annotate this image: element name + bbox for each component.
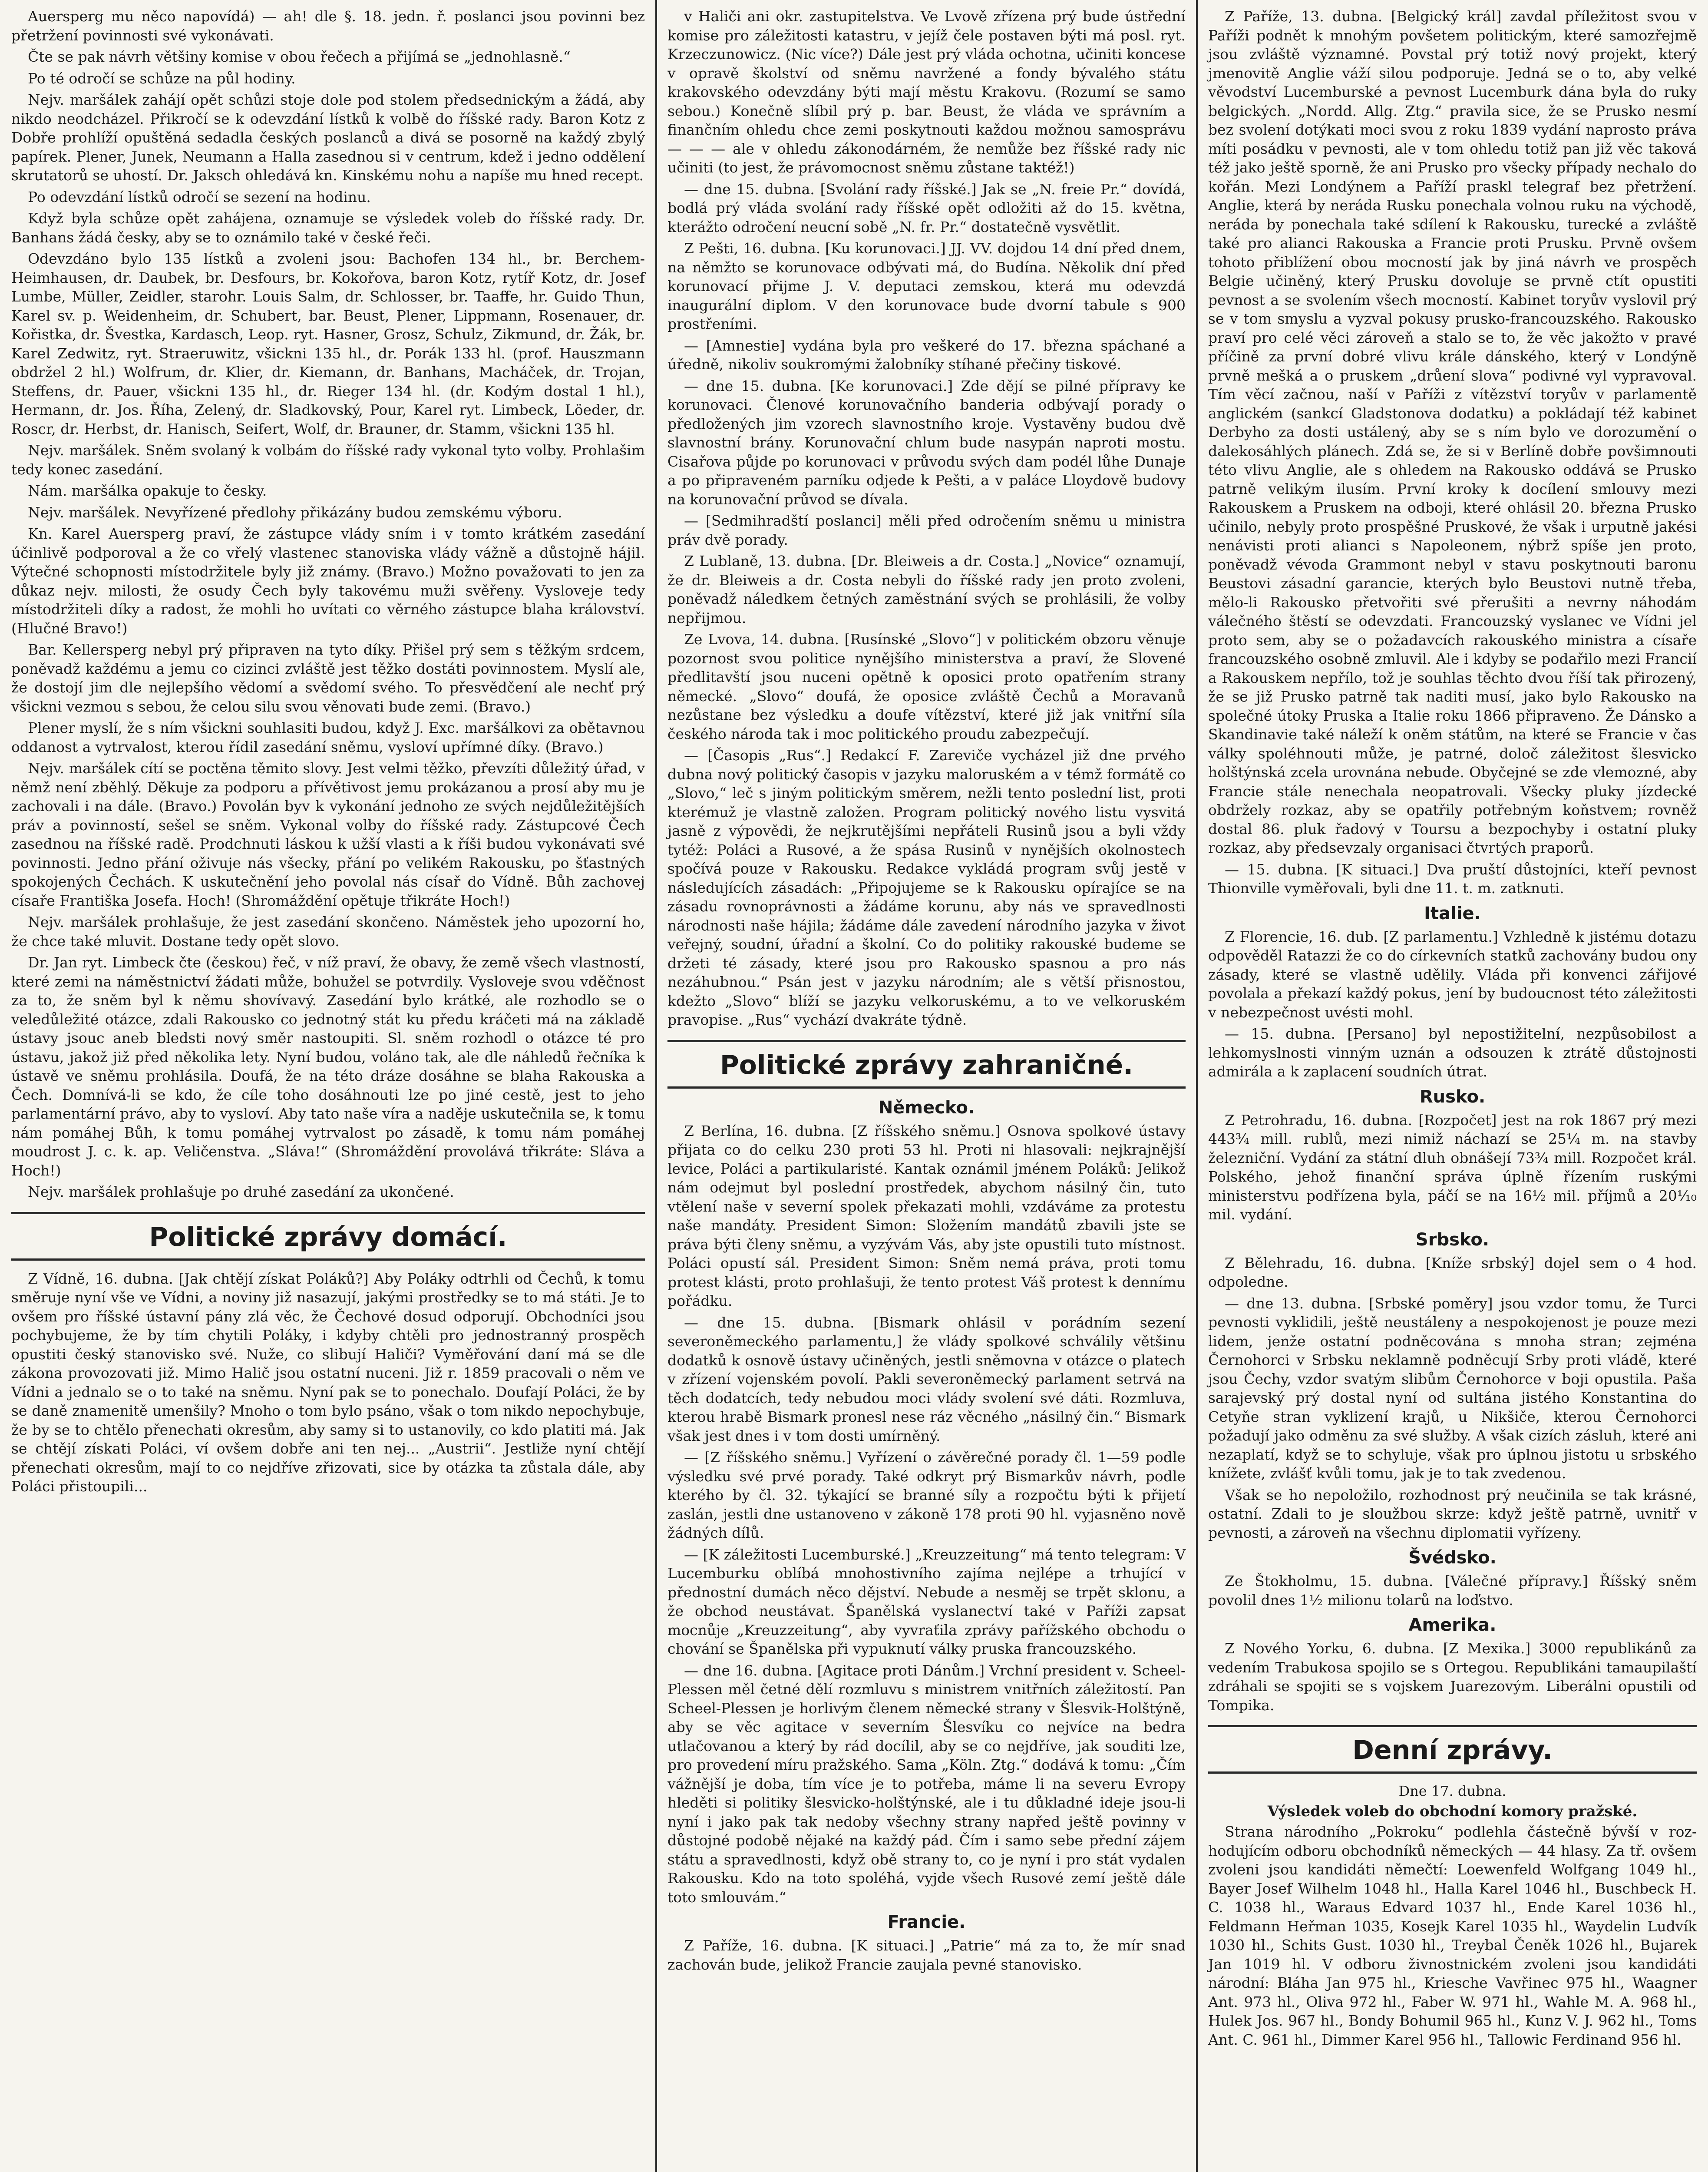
article-paragraph: Když byla schůze opět zahájena, oznamuje se výsledek voleb do říšské rady. Dr. Banhans žádá česky, aby se to oznámilo také v české řeči. bbox=[11, 210, 645, 246]
article-paragraph: — dne 15. dubna. [Ke korunovaci.] Zde dějí se pilné přípravy ke korunovaci. Členové korunovačního banderia odbývají porady o předložených jim vzorech slavnostního kroje. Vystavěny budou dvě slavnostní brány. Korunovační chlum bude nasypán naproti mostu. Cisařova půjde po korunovaci v průvodu svých dam podél lůhe Dunaje a po připraveném parníku odjede k Pešti, a v paláce Lloydově budovy na korunovační průvod se dívala. bbox=[667, 377, 1186, 508]
article-paragraph: Z Florencie, 16. dub. [Z parlamentu.] Vzhledně k jistému dotazu odpověděl Ratazzi že co do církevních statků zachovány budou ony zásady, které se vlastně udělily. Vláda při konvenci zářijové povolala a překazí každý pokus, jení by budoucnost této záležitosti v nebezpečnost uvésti mohl. bbox=[1208, 928, 1697, 1021]
germany-heading: Německo. bbox=[878, 1097, 975, 1118]
article-paragraph: Nejv. maršálek zahájí opět schůzi stoje dole pod stolem předsednickým a žádá, aby nikdo neodcházel. Přikročí se k odevzdání lístků k volbě do říšské rady. Baron Kotz z Dobře prohlíží opuštěná sedadla českých poslanců a divá se posorně na každý zbylý papírek. Plener, Junek, Neumann a Halla zasednou si v centrum, kdež i jedno oddělení skrutatorů se uhostí. Dr. Jaksch ohledává kn. Kinskému nohu a napíše mu hned recept. bbox=[11, 91, 645, 184]
germany-body bbox=[667, 1122, 1186, 1907]
article-paragraph: Ze Lvova, 14. dubna. [Rusínské „Slovo“] v politickém obzoru věnuje pozornost svou politice nynějšího ministerstva a praví, že Slovené předlitavští jsou nuceni opětně k oposici proto opatřením strany německé. „Slovo“ doufá, že oposice zvláště Čechů a Moravanů nezůstane bez výsledku a doufe vítězství, které již jak vnitřní síla českého národa tak i moc politického proudu zabezpečují. bbox=[667, 631, 1186, 742]
article-paragraph: Strana národního „Pokroku“ podlehla částečně bývší v rozhodujícím odboru obchodníků německých — 44 hlasy. Za tř. ovšem zvoleni jsou kandidáti němečtí: Loewenfeld Wolfgang 1049 hl., Bayer Josef Wilhelm 1048 hl., Halla Karel 1046 hl., Buschbeck H. C. 1038 hl., Waraus Edvard 1037 hl., Ende Karel 1036 hl., Feldmann Heřman 1035, Kosejk Karel 1035 hl., Waydelin Ludvík 1030 hl., Schits Gust. 1030 hl., Treybal Čeněk 1026 hl., Bujarek Jan 1019 hl. V odboru živnostnickém zvoleni jsou kandidáti národní: Bláha Jan 975 hl., Kriesche Vavřinec 975 hl., Waagner Ant. 973 hl., Oliva 972 hl., Faber W. 971 hl., Wahle M. A. 968 hl., Hulek Jos. 967 hl., Bondy Bohumil 965 hl., Kunz V. J. 962 hl., Toms Ant. C. 961 hl., Dimmer Karel 956 hl., Tallowic Ferdinand 956 hl. bbox=[1208, 1823, 1697, 2048]
article-paragraph: — [Amnestie] vydána byla pro veškeré do 17. března spáchané a úředně, nikoliv soukromými žalobníky stíhané přečiny tiskové. bbox=[667, 337, 1186, 373]
article-paragraph: — 15. dubna. [K situaci.] Dva pruští důstojníci, kteří pevnost Thionville vyměřovali, byli dne 11. t. m. zatknuti. bbox=[1208, 861, 1697, 897]
daily-news-body bbox=[1208, 1822, 1697, 2049]
article-paragraph: Z Paříže, 16. dubna. [K situaci.] „Patrie“ má za to, že mír snad zachován bude, jelikož Francie zaujala pevné stanovisko. bbox=[667, 1937, 1186, 1973]
serbia-heading: Srbsko. bbox=[1415, 1229, 1490, 1250]
article-paragraph: Auersperg mu něco napovídá) — ah! dle §. 18. jedn. ř. poslanci jsou povinni bez přetržení povinnosti své vykonávati. bbox=[11, 8, 645, 44]
article-paragraph: Odevzdáno bylo 135 lístků a zvoleni jsou: Bachofen 134 hl., br. Berchem-Heimhausen, dr. Daubek, br. Desfours, br. Kokořova, baron Kotz, rytíř Kotz, dr. Josef Lumbe, Müller, Zeidler, starohr. Louis Salm, dr. Schlosser, br. Taaffe, hr. Guido Thun, Karel sv. p. Weidenheim, dr. Schubert, bar. Beust, Plener, Lippmann, Rosenauer, dr. Kořistka, dr. Švestka, Kardasch, Leop. ryt. Hasner, Grosz, Schulz, Zikmund, dr. Žák, br. Karel Zedwitz, ryt. Straeruwitz, všickni 135 hl., dr. Porák 133 hl. (prof. Hauszmann obdržel 2 hl.) Wolfrum, dr. Klier, dr. Kiemann, dr. Banhans, Macháček, dr. Trojan, Steffens, dr. Pauer, všickni 135 hl., dr. Rieger 134 hl. (dr. Kodým dostal 1 hl.), Hermann, dr. Jos. Říha, Zelený, dr. Sladkovský, Pour, Karel ryt. Limbeck, Löeder, dr. Roscr, dr. Herbst, dr. Hanisch, Seifert, Wolf, dr. Brauner, dr. Stamm, všickni 135 hl. bbox=[11, 250, 645, 437]
article-paragraph: Z Bělehradu, 16. dubna. [Kníže srbský] dojel sem o 4 hod. odpoledne. bbox=[1208, 1254, 1697, 1290]
article-paragraph: — [Sedmihradští poslanci] měli před odročením sněmu u ministra práv dvě porady. bbox=[667, 512, 1186, 548]
russia-heading: Rusko. bbox=[1419, 1086, 1486, 1107]
article-paragraph: Nejv. maršálek prohlašuje, že jest zasedání skončeno. Náměstek jeho upozorní ho, že chce také mluvit. Dostane tedy opět slovo. bbox=[11, 914, 645, 950]
article-paragraph: — [Časopis „Rus“.] Redakcí F. Zareviče vycházel již dne prvého dubna nový politický časopis v jazyku maloruském a v témž formátě co „Slovo,“ leč s jiným politickým směrem, nežli tento poslední list, proti kterémuž je vlastně založen. Program politický nového listu vysvitá jasně z výpovědi, že nejkrutějšími nepřáteli Rusinů jsou a byli vždy tytéž: Poláci a Rusové, a že spása Rusinů v nynějších okolnostech spočívá pouze v Rakousku. Redakce vykládá program svůj jestě v následujících zásadách: „Připojujeme se k Rakousku opírajíce se na zásadu rovnoprávnosti a žádáme korunu, aby nás ve spravedlnosti národnosti naše hájila; žádáme dále zavedení národního jazyka v život veřejný, soudní, úřadní a školní. Co do politiky rakouské budeme se držeti té zásady, které jsou pro Rakousko spasnou a pro nás nezáhubnou.“ Psán jest v jazyku národním; ale s větší přisnostou, kdežto „Slovo“ blíží se jazyku velkoruskému, a to ve velkoruském pravopise. „Rus“ vychází dvakráte týdně. bbox=[667, 747, 1186, 1028]
article-paragraph: Z Pešti, 16. dubna. [Ku korunovaci.] JJ. VV. dojdou 14 dní před dnem, na němžto se korunovace odbývati má, do Budína. Několik dní před korunovací přijme J. V. deputaci zemskou, která mu odevzdá inaugurální diplom. V den korunovace bude dvorní tabule s 900 prostřeními. bbox=[667, 240, 1186, 332]
article-paragraph: — dne 13. dubna. [Srbské poměry] jsou vzdor tomu, že Turci pevnosti vyklidili, ještě neustáleny a nespokojenost je pouze mezi lidem, jenže ostatní podněcována s mnoha stran; zejména Černohorci v Srbsku neklamně podněcují Srby proti vládě, které jsou Čechy, vzdor svatým slibům Černohorce v boji opustila. Paša sarajevský prý dostal nyní od sultána jistého Konstantina do Cetyňe stran vyklizení krajů, u Nikšiče, kterou Černohorci požadují jako odměnu za své služby. A však cizích zásluh, které ani nezaplatí, když se to schyluje, však pro úplnou jistotu u srbského knížete, zvlášť kvůli tomu, jak je to tak zvedenou. bbox=[1208, 1295, 1697, 1482]
italy-heading: Italie. bbox=[1424, 903, 1481, 924]
article-paragraph: Nejv. maršálek cítí se poctěna těmito slovy. Jest velmi těžko, převzíti důležitý úřad, v němž není zběhlý. Děkuje za podporu a přívětivost jemu prokázanou a prosí aby mu je zachovali i na dále. (Bravo.) Povolán byv k vykonání jednoho ze svých nejdůležitějších práv a povinností, sešel se sněm. Vykonal volby do říšské rady. Zástupcové Čech zasednou na říšské radě. Prodchnuti láskou k užší vlasti a k říši budou vykonávati své povinnosti. Jedno přání oživuje nás všecky, přání po velikém Rakousku, po šťastných spokojených Čechách. K uskutečnění jeho povolal nás císař do Vídně. Bůh zachovej císaře Františka Josefa. Hoch! (Shromáždění opětuje třikráte Hoch!) bbox=[11, 760, 645, 909]
article-paragraph: v Haliči ani okr. zastupitelstva. Ve Lvově zřízena prý bude ústřední komise pro záležitosti katastru, v jejíž čele postaven býti má posl. ryt. Krzeczunowicz. (Nic více?) Dále jest prý vláda ochotna, učiniti koncese v opravě školství od sněmu navržené a fondy bývalého státu krakovského odevzdány býti mají městu Krakovu. (Rozumí se samo sebou.) Konečně slíbil prý p. bar. Beust, že vláda ve správním a finančním ohledu chce zemi poskytnouti každou možnou samosprávu — — — ale v ohledu zákonodárném, že nemůže bez říšské rady nic učiniti (to jest, že právomocnost sněmu zůstane taktéž!) bbox=[667, 8, 1186, 176]
article-paragraph: Nám. maršálka opakuje to česky. bbox=[28, 482, 267, 499]
article-paragraph: Z Nového Yorku, 6. dubna. [Z Mexika.] 3000 republikánů za vedením Trabukosa spojilo se s Ortegou. Republikáni tamaupilaští zdráhali se spojiti se s vojskem Juarezovým. Liberálni opustili od Tompika. bbox=[1208, 1640, 1697, 1714]
article-paragraph: Plener myslí, že s ním všickni souhlasiti budou, když J. Exc. maršálkovi za obětavnou oddanost a vytrvalost, kterou řídil zasedání sněmu, vysloví upřímné díky. (Bravo.) bbox=[11, 719, 645, 755]
italy-body bbox=[1208, 927, 1697, 1081]
article-paragraph: — dne 15. dubna. [Svolání rady říšské.] Jak se „N. freie Pr.“ dovídá, bodlá prý vláda svolání rady říšské opět odložiti až do 15. května, kterážto odročení neucní sobě „N. fr. Pr.“ dostatečně vysvětlit. bbox=[667, 180, 1186, 235]
article-paragraph: — [Z říšského sněmu.] Vyřízení o závěrečné porady čl. 1—59 podle výsledku své prvé porady. Také odkryt prý Bismarkův návrh, podle kterého by čl. 32. týkající se branné síly a rozpočtu býti k přijetí zaslán, jestli dne ustanoveno v zákoně 178 proti 90 hl. vyjasněno nově žádných dílů. bbox=[667, 1449, 1186, 1541]
column-1-body bbox=[11, 7, 645, 1202]
article-paragraph: Dr. Jan ryt. Limbeck čte (českou) řeč, v níž praví, že obavy, že země všech vlastností, které zemi na náměstnictví žádati může, bohužel se potvrdily. Vysloveje svou vděčnost za to, že sněm byl k němu shovívavý. Zasedání bylo krátké, ale rozhodlo se o veledůležité otázce, zdali Rakousko co jednotný stát ku předu kráčeti má na základě ústavy jsouc aneb bledsti nový směr nastoupiti. Sl. sněm rozhodl o otázce té pro ústavu, jakož již před několika lety. Nyní budou, voláno tak, ale dle náhledů řečníka k ústavě ve sněmu prohlásila. Doufá, že na této dráze dosáhne se blaha Rakouska a Čech. Domnívá-li se kdo, že cíle toho dosáhnouti lze po jiné cestě, jest to jeho parlamentární právo, aby to vysloví. Aby tato naše víra a naděje uskutečnila se, k tomu nám pomáhej Bůh, k tomu pomáhej vytrvalost po zásadě, k tomu nám pomáhej moudrost J. c. k. ap. Veličenstva. „Sláva!“ (Shromáždění provolává třikráte: Sláva a Hoch!) bbox=[11, 954, 645, 1179]
article-paragraph: Z Berlína, 16. dubna. [Z říšského sněmu.] Osnova spolkové ústavy přijata co do celku 230 proti 53 hl. Proti ni hlasovali: nejkrajnější levice, Poláci a partikularisté. Kantak oznámil jménem Poláků: Jelikož nám odejmut byl poslední prostředek, abychom násilný čin, tuto vtělení naše v severní spolek překazati mohli, vzdáváme za protestu naše mandáty. President Simon: Složením mandátů zbavili jste se práva býti členy sněmu, a vyzývám Vás, aby jste opustili tuto místnost. Poláci opustí sál. President Simon: Sněm nemá práva, proti tomu protest klásti, proto prohlašuji, že tento protest Váš protest k dennímu pořádku. bbox=[667, 1122, 1186, 1309]
article-paragraph: — 15. dubna. [Persano] byl nepostižitelní, nezpůsobilost a lehkomyslnosti vinným uznán a odsouzen k ztrátě důstojnosti admirála a k zaplacení soudních útrat. bbox=[1208, 1025, 1697, 1080]
america-body bbox=[1208, 1639, 1697, 1715]
article-paragraph: Z Paříže, 13. dubna. [Belgický král] zavdal příležitost svou v Paříži podnět k mnohým povšetem politickým, které samozřejmě jsou zvláště významné. Povstal prý totiž nový projekt, který jmenovitě Anglie váží silou podporuje. Jedná se o to, aby velké věvodství Lucemburské a pevnost Lucemburk dána byla do ruky belgických. „Nordd. Allg. Ztg.“ pravila sice, že se Prusko nesmí bez svolení dotýkati moci svou z roku 1839 vydání naprosto práva míti posádku v pevnosti, ale v tom ohledu totiž pan již věc taková též jako ještě sporně, že ani Prusko pro všecky případy nechalo do kořán. Mezi Londýnem a Paříží praskl telegraf bez přetržení. Anglie, která by neráda Rusku ponechala volnou ruku na východě, neráda by ponechala také sdílení k Rakousku, turecké a zvláště také pro alianci Rakouska a Francie proti Prusku. Prvně ovšem tohoto přiblížení obou mocností jak by jiná návrh ve prospěch Belgie učiněný, který Prusku dovoluje se prvně ctít opustiti pevnost a se svolením všech mocností. Kabinet toryův vyslovil prý se v tom smyslu a vyzval pokusy prusko-francouzského. Rakousko praví pro celé věci zároveň a stalo se to, že věc jakožto v pravé příčině za první dobré vlivu krále dánského, který v Londýně prvně mešká a o pruskem „drůení slova“ podivné vyl vypravoval. Tím věcí začnou, naší v Paříži z vítězství toryův v parlamentě anglickém (sankcí Gladstonova dodatku) a pokládají též kabinet Derbyho za dosti ustálený, aby se s ním bylo ve dorozumění o dalekosáhlých plánech. Zdá se, že si v Berlíně dobře povšimnouti této vlivu Anglie, ale s ohledem na Rakousko oddává se Prusko patrně velikým ilusím. První kroky k docílení smlouvy mezi Rakouskem a Pruskem na odboji, které ohlásil 20. března Prusko učinilo, nebyly proto prospěšné Pruskové, že však i urputně jakési nenávisti proti alianci s Napoleonem, nýbrž spíše jen proto, poněvadž vévoda Grammont nebyl v stavu poskytnouti baronu Beustovi zásadní garancie, kterých bylo Beustovi nutně třeba, mělo-li Rakousko přetvořiti své přerušiti a nevrny náhodám válečného štěstí se odevzdati. Francouzský vyslanec ve Vídni jel proto sem, aby se o požadavcích rakouského ministra a císaře francouzského osobně zmluvil. Ale i kdyby se podařilo mezi Francií a Rakouskem nepřílo, tož je souhlas těchto dvou říší tak přirozený, že se již Prusko patrně tak naditi musí, jako bylo Rakousko na společné útoky Pruska a Italie roku 1866 připraveno. Že Dánsko a Skandinavie také náleží k oněm státům, na které se Francie v čas války spoléhnouti může, je patrné, določ záležitost šlesvicko holštýnská zcela urovnána nebude. Obyčejné se zde vlemozné, aby Francie stále nenechala neopatrovali. Všecky pluky jízdecké obdržely rozkaz, aby se opatřily potřebným koňstvem; rovněž dostal 86. pluk řadový v Toursu a bezpochyby i ostatní pluky rozkaz, aby předsevzaly organisaci čtvrtých praporů. bbox=[1208, 8, 1697, 856]
article-paragraph: Nejv. maršálek. Sněm svolaný k volbám do říšské rady vykonal tyto volby. Prohlašim tedy konec zasedání. bbox=[11, 442, 645, 478]
daily-news-subheading: Výsledek voleb do obchodní komory pražské. bbox=[1267, 1803, 1638, 1820]
france-body bbox=[667, 1936, 1186, 1974]
article-paragraph: Ze Štokholmu, 15. dubna. [Válečné přípravy.] Říšský sněm povolil dnes 1½ milionu tolarů na loďstvo. bbox=[1208, 1573, 1697, 1609]
foreign-news-heading: Politické zprávy zahraničné. bbox=[667, 1040, 1186, 1089]
article-paragraph: Z Vídně, 16. dubna. [Jak chtějí získat Poláků?] Aby Poláky odtrhli od Čechů, k tomu směruje nyní vše ve Vídni, a noviny již nasazují, jakými prostředky se to má státi. Je to ovšem pro říšské ústavní pány zlá věc, že Čechové dosud odporují. Obchodníci jsou pochybujeme, že by tím chytili Poláky, i kdyby chtěli pro jednostranný prospěch opustiti český stanovisko své. Nuže, co slibují Haliči? Vyměřování daní má se dle zákona provozovati již. Mimo Halič jsou ostatní nuceni. Již r. 1859 pracovali o něm ve Vídni a jednalo se o to také na sněmu. Nyní pak se to ponechalo. Doufají Poláci, že by se daně znamenitě umenšily? Mnoho o tom bylo psáno, však o tom nikdo nepochybuje, že by se to chtělo přenechati okresům, aby samy si to ustanovily, co kdo platiti má. Jak se chtějí získati Poláci, ví ovšem dobře ani ten nej... „Austrii“. Jestliže nyní chtějí přenechati okresům, mají to co nejdříve zřizovati, sice by otázka ta zůstala dále, aby Poláci přistoupili... bbox=[11, 1270, 645, 1495]
domestic-news-heading: Politické zprávy domácí. bbox=[11, 1212, 645, 1261]
daily-news-heading: Denní zprávy. bbox=[1208, 1725, 1697, 1774]
article-paragraph: Z Lublaně, 13. dubna. [Dr. Bleiweis a dr. Costa.] „Novice“ oznamují, že dr. Bleiweis a dr. Costa nebyli do říšské rady jen proto zvoleni, poněvadž náledkem četných zaměstnání svých se prohlásili, že volby nepřijmou. bbox=[667, 553, 1186, 626]
article-paragraph: Z Petrohradu, 16. dubna. [Rozpočet] jest na rok 1867 prý mezi 443¾ mill. rublů, mezi nimiž náchazí se 25¼ m. na stavby železniční. Vydání za státní dluh obnášejí 73¾ mill. Rozpočet král. Polského, jehož finanční správa úplně řízením ruskými ministerstvu podřízena byla, páčí se na 16½ mil. příjmů a 20¹⁄₁₀ mil. vydání. bbox=[1208, 1111, 1697, 1223]
column-2 bbox=[656, 0, 1197, 2172]
article-paragraph: — dne 15. dubna. [Bismark ohlásil v porádním sezení severoněmeckého parlamentu,] že vlády spolkové schválily většinu dodatků k osnově ústavy učiněných, jestli sněmovna v otázce o platech v zřízení vojenském povolí. Pakli severoněmecký parlament setrvá na těch dodatcích, tedy nebudou moci vlády svolení své dáti. Rozmluva, kterou hrabě Bismark pronesl nese ráz věcného „násilný čin.“ Bismark však jest dnes i v tom dosti umírněný. bbox=[667, 1314, 1186, 1444]
article-paragraph: Bar. Kellersperg nebyl prý připraven na tyto díky. Přišel prý sem s těžkým srdcem, poněvadž každému a jemu co cizinci zvláště jest těžko dostáti povinnostem. Myslí ale, že dostojí jim dle nejlepšího vědomí a svědomí svého. To přesvědčení ale nechť prý všickni vezmou s sebou, že celou silu svou věnovati bude zemi. (Bravo.) bbox=[11, 641, 645, 715]
sweden-heading: Švédsko. bbox=[1408, 1548, 1497, 1568]
article-paragraph: Čte se pak návrh většiny komise v obou řečech a přijímá se „jednohlasně.“ bbox=[28, 48, 571, 65]
article-paragraph: Po odevzdání lístků odročí se sezení na hodinu. bbox=[28, 188, 371, 205]
daily-news-date: Dne 17. dubna. bbox=[1398, 1783, 1506, 1799]
article-paragraph: Nejv. maršálek prohlašuje po druhé zasedání za ukončené. bbox=[28, 1183, 454, 1200]
article-paragraph: Kn. Karel Auersperg praví, že zástupce vlády sním i v tomto krátkém zasedání účinlivě podporoval a že co vřelý vlastenec stanoviska vlády vážně a důstojně hájil. Výtečné schopnosti místodržitele byly již známy. (Bravo.) Možno považovati to jen za důkaz nejv. milosti, že osudy Čech byly takovému muži svěřeny. Vysloveje tedy místodržiteli díky a radost, že mohli ho uvítati co věrného zástupce blaha království. (Hlučné Bravo!) bbox=[11, 525, 645, 637]
article-paragraph: — [K záležitosti Lucemburské.] „Kreuzzeitung“ má tento telegram: V Lucemburku oblíbá mnohostivního zajíma nejlépe a trhující v přednostní dumách něco dějství. Nebude a nesměj se trpět sklonu, a že obchod neustávat. Španělská vyslanectví také v Paříži zapsat mocnůje „Kreuzzeitung“, aby vyvraťila zprávy pařížského obchodu o chování se Španělska při vypuknutí války pruska francouzského. bbox=[667, 1546, 1186, 1657]
russia-body bbox=[1208, 1111, 1697, 1224]
article-paragraph: Po té odročí se schůze na půl hodiny. bbox=[28, 70, 296, 87]
america-heading: Amerika. bbox=[1408, 1615, 1497, 1635]
column-1 bbox=[0, 0, 656, 2172]
column-3 bbox=[1197, 0, 1708, 2172]
column-2-body bbox=[667, 7, 1186, 1030]
france-heading: Francie. bbox=[887, 1912, 966, 1932]
article-paragraph: Však se ho nepoložilo, rozhodnost prý neučinila se tak krásné, ostatní. Zdali to je sloužbou skrze: když ještě patrně, uvnitř v pevnosti, a zároveň na všechnu diplomatii vyřízeny. bbox=[1208, 1486, 1697, 1541]
article-paragraph: Nejv. maršálek. Nevyřízené předlohy přikázány budou zemskému výboru. bbox=[28, 503, 562, 521]
domestic-news-body bbox=[11, 1269, 645, 1496]
sweden-body bbox=[1208, 1572, 1697, 1609]
article-paragraph: — dne 16. dubna. [Agitace proti Dánům.] Vrchní president v. Scheel-Plessen měl četné dělí rozmluvu s ministrem vnitřních záležitostí. Pan Scheel-Plessen je horlivým členem německé strany v Šlesvik-Holštýně, aby se věc agitace v severním Šlesvíku co nejvíce na bedra utlačovanou a který by rád docílil, aby se co nejdříve, jak souditi lze, pro provedení míru pražského. Sama „Köln. Ztg.“ dodává k tomu: „Čím vážnější je doba, tím více je to potřeba, máme li na severu Evropy hleděti si politiky šlesvicko-holštýnské, ale i tu důkladné ideje jsou-li nyní i jako pak tak nedoby všechny strany napřed ještě povinny v důstojné podobě nějaké na každý pád. Čím i samo sebe přední zájem státu a spravedlnosti, když obě strany to, co je nyní i pro stát vydalen Rakousku. Kdo na toto spoléhá, vyjde všech Rusové zemí ještě dále toto smlouvám.“ bbox=[667, 1662, 1186, 1906]
column-3-body bbox=[1208, 7, 1697, 898]
serbia-body bbox=[1208, 1254, 1697, 1543]
